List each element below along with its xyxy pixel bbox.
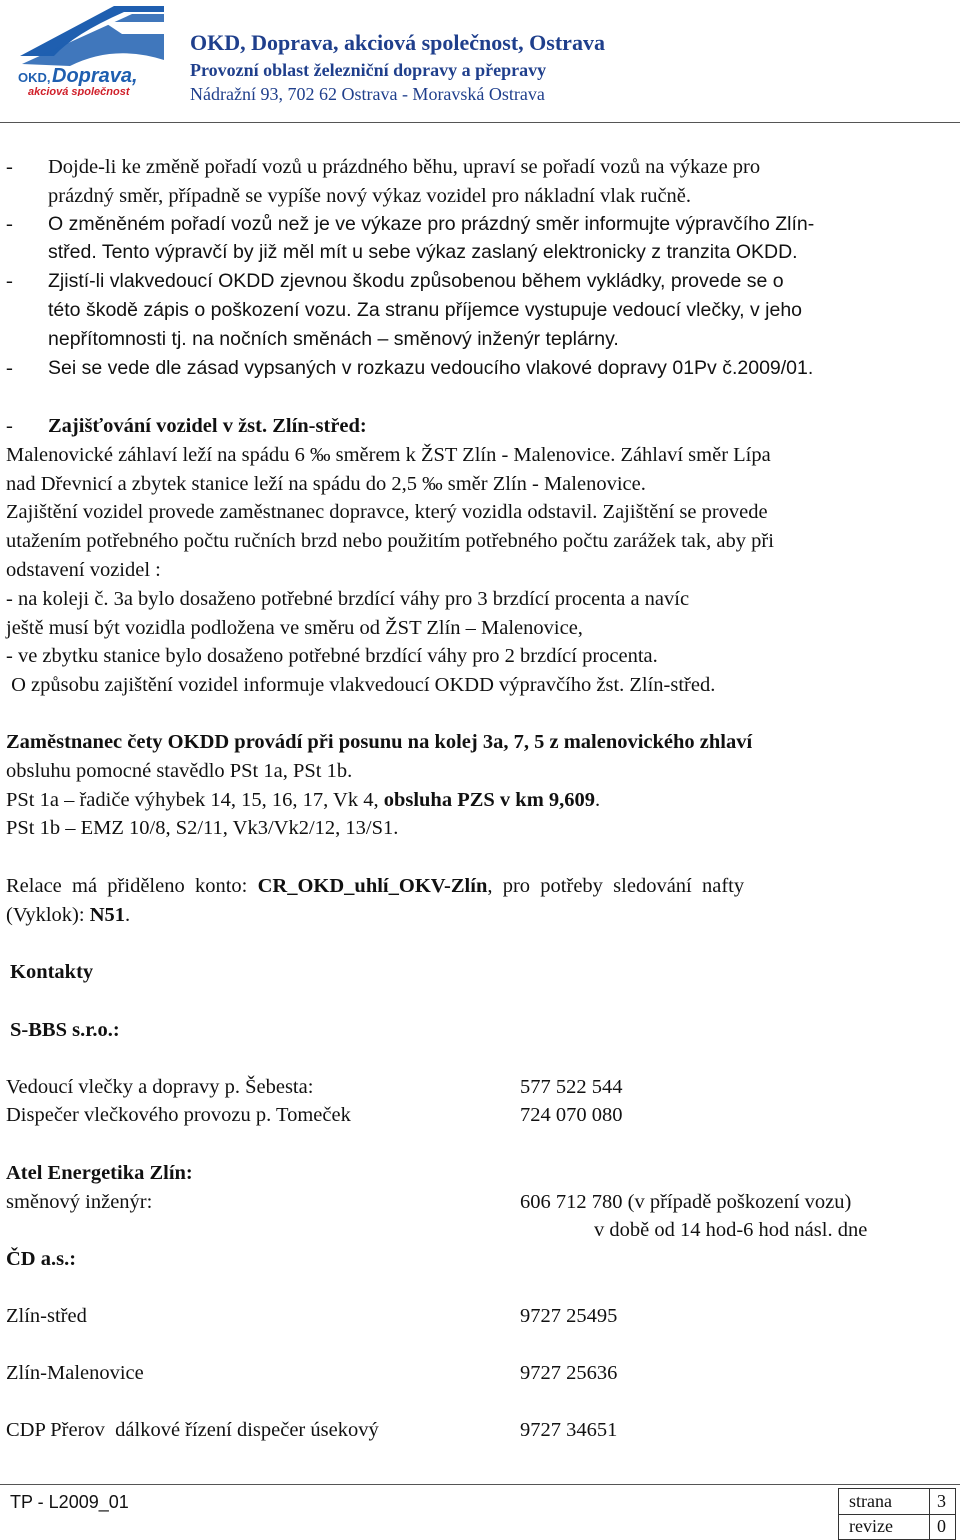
bullet-line: prázdný směr, případně se vypíše nový výkaz vozidel pro nákladní vlak ručně. bbox=[48, 185, 692, 207]
contact-phone: 9727 25495 bbox=[520, 1305, 618, 1327]
relation-line bbox=[6, 905, 130, 926]
securing-line: ještě musí být vozidla podložena ve směru od ŽST Zlín – Malenovice, bbox=[6, 617, 583, 639]
svg-text:akciová společnost: akciová společnost bbox=[28, 86, 130, 96]
document-code: TP - L2009_01 bbox=[10, 1492, 129, 1512]
contact-phone: 9727 34651 bbox=[520, 1419, 618, 1441]
svg-text:OKD,: OKD, bbox=[18, 70, 51, 85]
bullet-dash: - bbox=[6, 213, 13, 235]
contacts-title: Kontakty bbox=[10, 961, 94, 983]
crew-text: PSt 1a – řadiče výhybek 14, 15, 16, 17, Vk 4, bbox=[6, 789, 384, 811]
relation-account: CR_OKD_uhlí_OKV-Zlín bbox=[257, 875, 488, 897]
securing-line: Zajištění vozidel provede zaměstnanec dopravce, který vozidla odstavil. Zajištění se provede bbox=[6, 501, 768, 523]
securing-line: nad Dřevnicí a zbytek stanice leží na spádu do 2,5 ‰ směr Zlín - Malenovice. bbox=[6, 473, 646, 495]
bullet-line: Zjistí-li vlakvedoucí OKDD zjevnou škodu způsobenou během vykládky, provede se o bbox=[48, 270, 784, 292]
contact-label: Zlín-střed bbox=[6, 1305, 87, 1327]
revision-number: 0 bbox=[937, 1516, 946, 1536]
relation-text: . bbox=[125, 904, 131, 926]
page-number: 3 bbox=[937, 1491, 946, 1511]
relation-text: , pro potřeby sledování nafty bbox=[487, 875, 745, 897]
page-label: strana bbox=[849, 1491, 892, 1511]
bullet-dash: - bbox=[6, 270, 13, 292]
relation-line bbox=[6, 876, 744, 897]
bullet-line: střed. Tento výpravčí by již měl mít u sebe výkaz zaslaný elektronicky z tranzita OKDD. bbox=[48, 241, 798, 263]
contact-phone: 9727 25636 bbox=[520, 1362, 618, 1384]
pzs-highlight: obsluha PZS v km 9,609 bbox=[383, 789, 596, 811]
relation-text: (Vyklok): bbox=[6, 904, 90, 926]
contact-label: Zlín-Malenovice bbox=[6, 1362, 144, 1384]
securing-line: - ve zbytku stanice bylo dosaženo potřebné brzdící váhy pro 2 brzdící procenta. bbox=[6, 645, 658, 667]
crew-heading: Zaměstnanec čety OKDD provádí při posunu na kolej 3a, 7, 5 z malenovického zhlaví bbox=[6, 731, 753, 753]
securing-line: Malenovické záhlaví leží na spádu 6 ‰ směrem k ŽST Zlín - Malenovice. Záhlaví směr Lípa bbox=[6, 444, 771, 466]
crew-text: . bbox=[595, 789, 601, 811]
bullet-dash: - bbox=[6, 357, 13, 379]
relation-text: Relace má přiděleno konto: bbox=[6, 875, 258, 897]
okd-logo-icon bbox=[14, 4, 164, 96]
securing-line: - na koleji č. 3a bylo dosaženo potřebné brzdící váhy pro 3 brzdící procenta a navíc bbox=[6, 588, 690, 610]
contact-note: v době od 14 hod-6 hod násl. dne bbox=[594, 1219, 868, 1241]
contact-label: směnový inženýr: bbox=[6, 1191, 153, 1213]
cd-heading: ČD a.s.: bbox=[6, 1248, 77, 1270]
crew-line bbox=[6, 790, 600, 811]
securing-heading: Zajišťování vozidel v žst. Zlín-střed: bbox=[48, 415, 367, 437]
bullet-line: O změněném pořadí vozů než je ve výkaze pro prázdný směr informujte výpravčího Zlín- bbox=[48, 213, 815, 235]
atel-heading: Atel Energetika Zlín: bbox=[6, 1162, 193, 1184]
section-dash: - bbox=[6, 415, 13, 437]
box-divider bbox=[839, 1514, 955, 1515]
contact-label: Dispečer vlečkového provozu p. Tomeček bbox=[6, 1104, 351, 1126]
bullet-dash: - bbox=[6, 156, 13, 178]
securing-line: utažením potřebného počtu ručních brzd nebo použitím potřebného počtu zarážek tak, aby při bbox=[6, 530, 774, 552]
bullet-line: této škodě zápis o poškození vozu. Za stranu příjemce vystupuje vedoucí vlečky, v jeho bbox=[48, 299, 803, 321]
contact-phone: 724 070 080 bbox=[520, 1104, 623, 1126]
contact-label: CDP Přerov dálkové řízení dispečer úsekový bbox=[6, 1419, 379, 1441]
bullet-line: Sei se vede dle zásad vypsaných v rozkazu vedoucího vlakové dopravy 01Pv č.2009/01. bbox=[48, 357, 814, 379]
contact-phone: 577 522 544 bbox=[520, 1076, 623, 1098]
page-info-box bbox=[838, 1488, 956, 1540]
division-name: Provozní oblast železniční dopravy a přepravy bbox=[190, 60, 547, 80]
contact-label: Vedoucí vlečky a dopravy p. Šebesta: bbox=[6, 1076, 314, 1098]
relation-code: N51 bbox=[89, 904, 126, 926]
company-address: Nádražní 93, 702 62 Ostrava - Moravská Ostrava bbox=[190, 84, 545, 104]
header-divider bbox=[0, 122, 960, 123]
securing-line: odstavení vozidel : bbox=[6, 559, 161, 581]
sbbs-heading: S-BBS s.r.o.: bbox=[10, 1019, 120, 1041]
revision-label: revize bbox=[849, 1516, 893, 1536]
contact-phone: 606 712 780 (v případě poškození vozu) bbox=[520, 1191, 852, 1213]
crew-line: PSt 1b – EMZ 10/8, S2/11, Vk3/Vk2/12, 13/S1. bbox=[6, 817, 399, 839]
crew-line: obsluhu pomocné stavědlo PSt 1a, PSt 1b. bbox=[6, 760, 353, 782]
company-name: OKD, Doprava, akciová společnost, Ostrava bbox=[190, 30, 605, 55]
bullet-line: Dojde-li ke změně pořadí vozů u prázdného běhu, upraví se pořadí vozů na výkaze pro bbox=[48, 156, 761, 178]
securing-line: O způsobu zajištění vozidel informuje vlakvedoucí OKDD výpravčího žst. Zlín-střed. bbox=[6, 674, 716, 696]
svg-text:Doprava,: Doprava, bbox=[52, 65, 138, 87]
footer-divider bbox=[0, 1484, 960, 1485]
bullet-line: nepřítomnosti tj. na nočních směnách – směnový inženýr teplárny. bbox=[48, 328, 619, 350]
company-logo bbox=[14, 4, 164, 96]
